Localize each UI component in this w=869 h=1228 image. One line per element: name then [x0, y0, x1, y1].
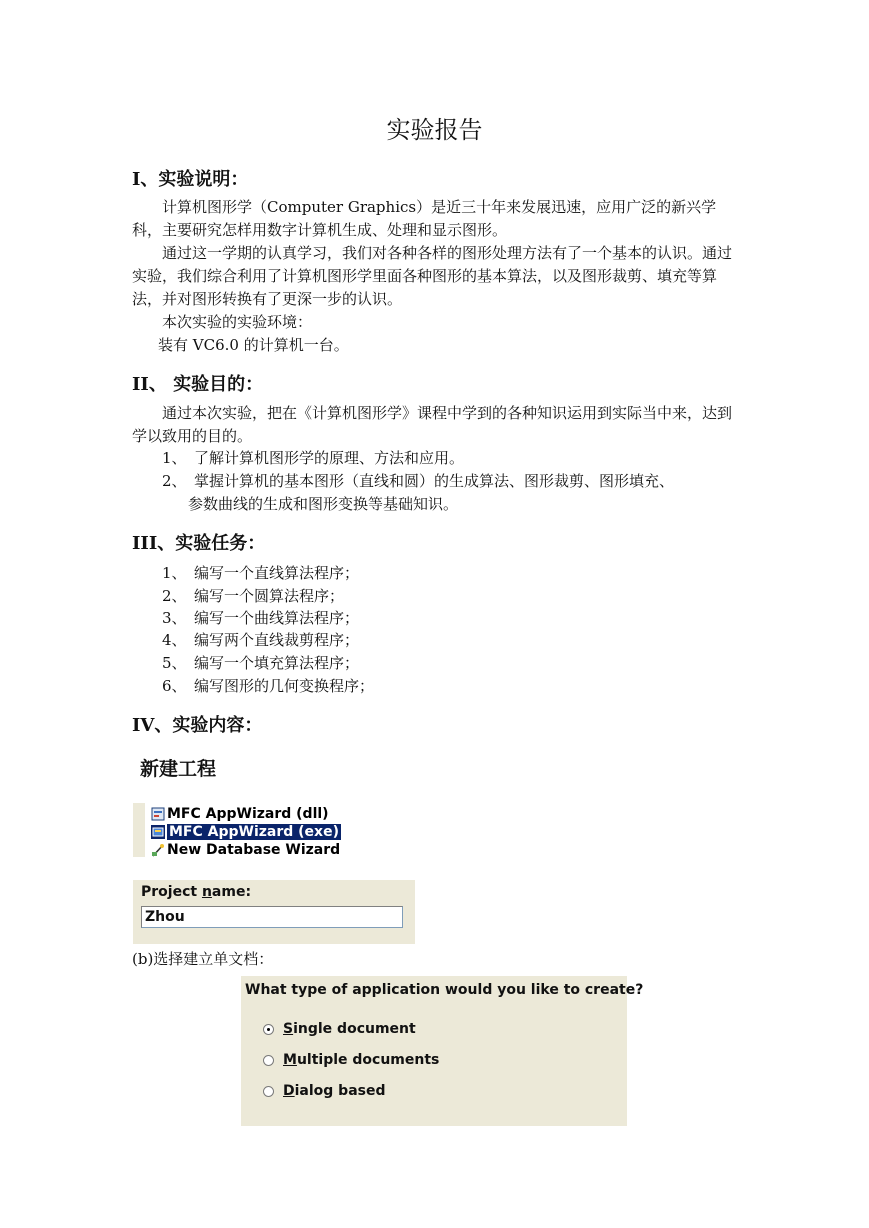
item-number: 4、: [162, 631, 187, 649]
radio-dialog-based[interactable]: [263, 1086, 274, 1097]
item-number: 2、: [162, 472, 187, 490]
wizard-item-database[interactable]: New Database Wizard: [167, 841, 340, 859]
section-1-para-3: 本次实验的实验环境：: [162, 313, 313, 331]
item-number: 1、: [162, 449, 187, 467]
project-name-screenshot: [133, 880, 415, 944]
label-multiple-documents[interactable]: Multiple documents: [283, 1052, 440, 1068]
section-2-item-2-continued: 参数曲线的生成和图形变换等基础知识。: [188, 495, 459, 513]
appwizard-dll-icon: [151, 807, 165, 821]
section-1-heading: I、实验说明：: [132, 169, 249, 190]
project-name-label: Project name:: [141, 884, 252, 900]
item-text: 掌握计算机的基本图形（直线和圆）的生成算法、图形裁剪、图形填充、: [194, 472, 675, 490]
app-type-question: What type of application would you like to create?: [245, 982, 644, 998]
section-2-para-1: 通过本次实验，把在《计算机图形学》课程中学到的各种知识运用到实际当中来，达到学以致用的目的。: [132, 404, 733, 445]
database-wizard-icon: [151, 843, 165, 857]
section-1-para-4: 装有 VC6.0 的计算机一台。: [158, 336, 349, 354]
caption-b: (b)选择建立单文档：: [132, 950, 274, 968]
new-project-subheading: 新建工程: [140, 758, 217, 780]
item-number: 6、: [162, 677, 187, 695]
app-type-screenshot: [241, 976, 644, 1126]
report-title: 实验报告: [386, 116, 483, 144]
item-text: 编写一个填充算法程序；: [194, 654, 360, 672]
task-item-5: [162, 652, 359, 675]
section-2-item-2: [162, 470, 674, 493]
label-dialog-based[interactable]: Dialog based: [283, 1083, 386, 1099]
item-number: 5、: [162, 654, 187, 672]
item-number: 3、: [162, 609, 187, 627]
label-single-document[interactable]: Single document: [283, 1021, 416, 1037]
item-number: 1、: [162, 564, 187, 582]
section-3-heading: III、实验任务：: [132, 533, 266, 554]
project-name-input[interactable]: [141, 906, 403, 928]
task-item-1: [162, 562, 359, 585]
section-2-item-1: [162, 447, 464, 470]
wizard-item-exe[interactable]: MFC AppWizard (exe): [167, 823, 341, 841]
wizard-list-screenshot: [133, 803, 341, 858]
task-item-3: [162, 607, 359, 630]
radio-single-document[interactable]: [263, 1024, 274, 1035]
section-4-heading: IV、实验内容：: [132, 715, 263, 736]
task-item-6: [162, 675, 374, 698]
item-text: 编写一个圆算法程序；: [194, 587, 345, 605]
appwizard-exe-icon: [151, 825, 165, 839]
task-item-4: [162, 629, 359, 652]
list-left-margin: [133, 803, 145, 857]
item-text: 了解计算机图形学的原理、方法和应用。: [194, 449, 465, 467]
section-1-para-2: 通过这一学期的认真学习，我们对各种各样的图形处理方法有了一个基本的认识。通过实验，我们综合利用了计算机图形学里面各种图形的基本算法，以及图形裁剪、填充等算法，并对图形转换有了更深一步的认识。: [132, 244, 733, 308]
wizard-item-dll[interactable]: MFC AppWizard (dll): [167, 805, 329, 823]
item-text: 编写一个直线算法程序；: [194, 564, 360, 582]
item-text: 编写两个直线裁剪程序；: [194, 631, 360, 649]
section-1-para-1: 计算机图形学（Computer Graphics）是近三十年来发展迅速，应用广泛的新兴学科，主要研究怎样用数字计算机生成、处理和显示图形。: [132, 198, 717, 239]
item-number: 2、: [162, 587, 187, 605]
item-text: 编写图形的几何变换程序；: [194, 677, 375, 695]
section-2-heading: II、 实验目的：: [132, 374, 264, 395]
item-text: 编写一个曲线算法程序；: [194, 609, 360, 627]
project-name-value: Zhou: [145, 909, 185, 925]
task-item-2: [162, 585, 344, 608]
radio-multiple-documents[interactable]: [263, 1055, 274, 1066]
